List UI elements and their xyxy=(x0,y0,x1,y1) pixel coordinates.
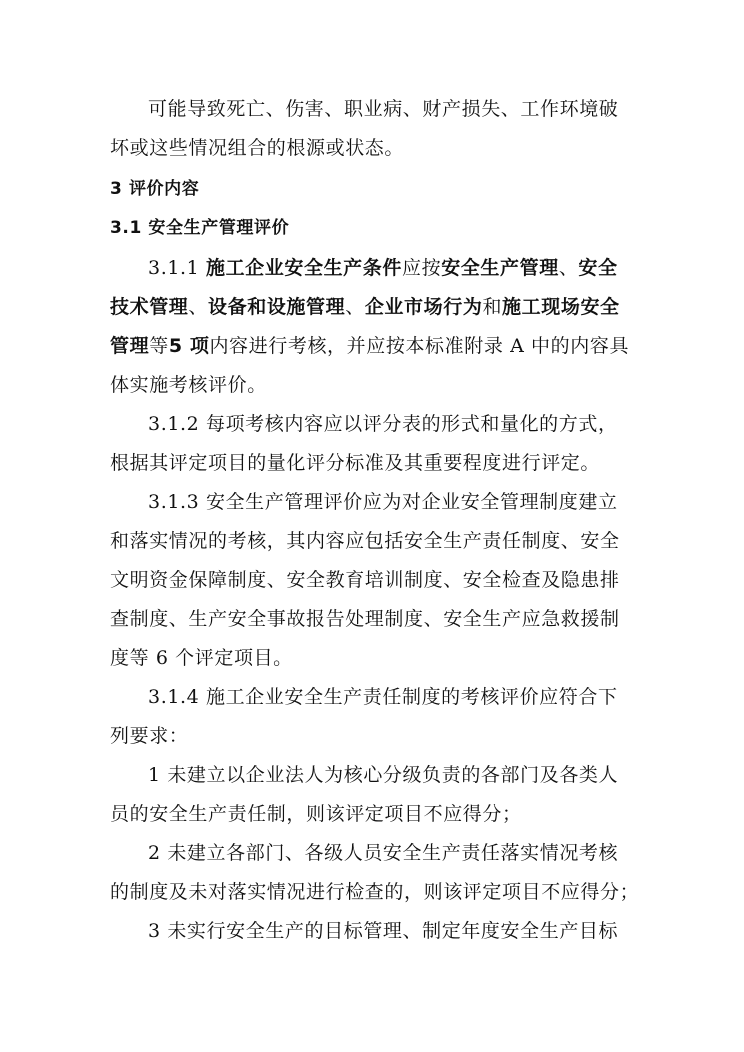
bold-term: 施工现场安全 xyxy=(502,296,620,318)
bold-term: 施工企业安全生产条件 xyxy=(205,257,402,279)
text-run: 应按 xyxy=(402,257,442,279)
section-heading-3-1: 3.1 安全生产管理评价 xyxy=(110,218,290,238)
text-run: 、 xyxy=(188,296,209,318)
text-run: 和 xyxy=(482,296,503,318)
text-run: 等 xyxy=(149,335,169,357)
paragraph-3-1-1-line-2 xyxy=(110,295,634,319)
text-run: 、 xyxy=(558,257,579,279)
bold-term: 管理 xyxy=(110,335,150,357)
paragraph-3-1-1-line-1 xyxy=(148,256,634,280)
bold-term: 企业市场行为 xyxy=(364,296,483,318)
paragraph-3-1-3-line-3: 文明资金保障制度、安全教育培训制度、安全检查及隐患排 xyxy=(110,569,620,591)
paragraph-3-1-3-line-4: 查制度、生产安全事故报告处理制度、安全生产应急救援制 xyxy=(110,608,620,630)
paragraph-3-1-3-line-1: 3.1.3 安全生产管理评价应为对企业安全管理制度建立 xyxy=(148,491,618,513)
bold-term: 设备和设施管理 xyxy=(208,296,346,318)
paragraph-3-1-2-line-1: 3.1.2 每项考核内容应以评分表的形式和量化的方式， xyxy=(148,413,618,435)
list-item-2-line-2: 的制度及未对落实情况进行检查的，则该评定项目不应得分； xyxy=(110,881,640,903)
paragraph-3-1-3-line-5: 度等 6 个评定项目。 xyxy=(110,647,293,669)
list-item-1-line-1: 1 未建立以企业法人为核心分级负责的各部门及各类人 xyxy=(148,764,619,786)
text-run: 、 xyxy=(345,296,365,318)
list-item-3-line-1: 3 未实行安全生产的目标管理、制定年度安全生产目标 xyxy=(148,920,619,942)
bold-term: 安全生产管理 xyxy=(441,257,559,279)
paragraph-3-1-4-line-2: 列要求： xyxy=(110,725,189,747)
intro-line-1: 可能导致死亡、伤害、职业病、财产损失、工作环境破 xyxy=(148,98,619,120)
bold-term: 5 项 xyxy=(168,335,210,357)
list-item-1-line-2: 员的安全生产责任制，则该评定项目不应得分； xyxy=(110,803,522,825)
section-heading-3: 3 评价内容 xyxy=(110,179,200,199)
list-item-2-line-1: 2 未建立各部门、各级人员安全生产责任落实情况考核 xyxy=(148,842,619,864)
bold-term: 安全 xyxy=(578,257,618,279)
bold-term: 技术管理 xyxy=(110,296,189,318)
paragraph-3-1-3-line-2: 和落实情况的考核，其内容应包括安全生产责任制度、安全 xyxy=(110,530,620,552)
paragraph-3-1-4-line-1: 3.1.4 施工企业安全生产责任制度的考核评价应符合下 xyxy=(148,686,618,708)
intro-line-2: 坏或这些情况组合的根源或状态。 xyxy=(110,137,405,159)
clause-number: 3.1.1 xyxy=(148,257,206,279)
text-run: 内容进行考核，并应按本标准附录 A 中的内容具 xyxy=(209,335,630,357)
paragraph-3-1-2-line-2: 根据其评定项目的量化评分标准及其重要程度进行评定。 xyxy=(110,452,601,474)
paragraph-3-1-1-line-4: 体实施考核评价。 xyxy=(110,374,267,396)
paragraph-3-1-1-line-3 xyxy=(110,334,634,358)
